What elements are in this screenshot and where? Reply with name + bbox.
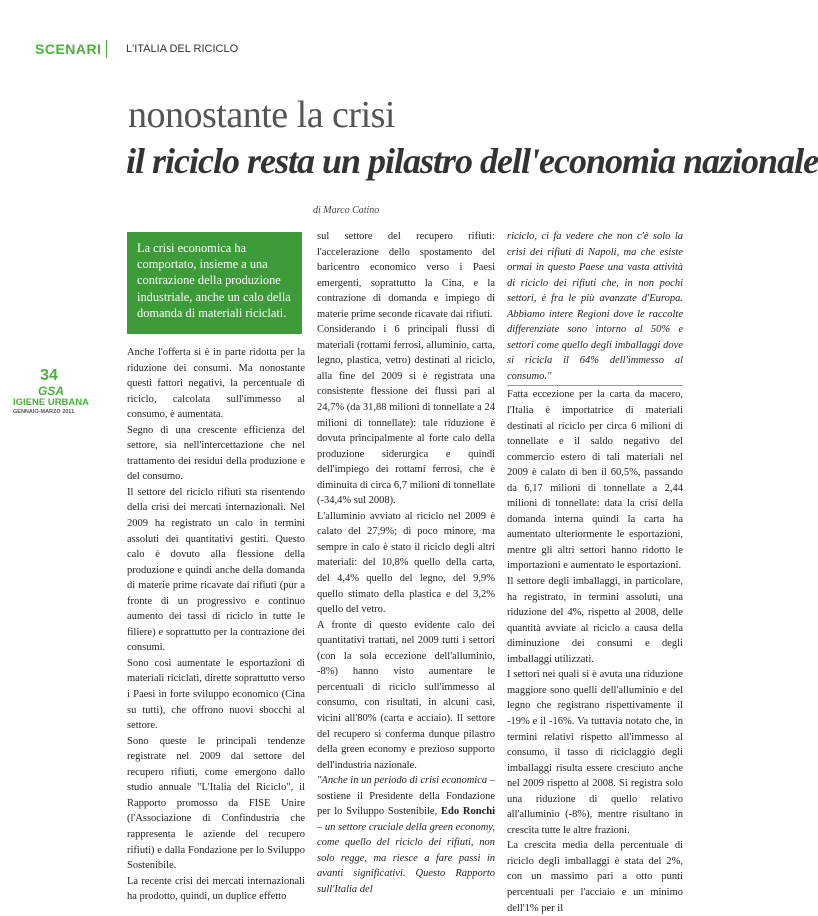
paragraph: sul settore del recupero rifiuti: l'accelerazione dello spostamento del baricentro economico verso i Paesi emergenti, soprattutto la Cina, e la contrazione di domanda e impiego di materie prime seconde ricavate dai rifiuti.	[317, 231, 495, 320]
paragraph: Il settore del riciclo rifiuti sta risentendo della crisi dei mercati internazionali. Nel 2009 ha registrato un calo in termini assoluti dei quantitativi gestiti. Questo calo è dovuto alla flessione della produzione e quindi anche della domanda di materie prime ricavate dai rifiuti (pur a fronte di un progressivo e continuo aumento dei tassi di riciclo in tutte le filiere) e soprattutto per la contrazione dei consumi.	[127, 486, 305, 654]
article-column-2	[317, 229, 495, 898]
quote-text: "Anche in un periodo di crisi economica	[317, 775, 488, 787]
paragraph: Il settore degli imballaggi, in particolare, ha registrato, in termini assoluti, una riduzione del 4%, rispetto al 2008, delle quantità avviate al riciclo a causa della diminuzione dei consumi e degli imballaggi utilizzati.	[507, 576, 683, 665]
section-subtitle: L'ITALIA DEL RICICLO	[126, 43, 239, 55]
quote-continuation: riciclo, ci fa vedere che non c'è solo la crisi dei rifiuti di Napoli, ma che esiste ormai in questo Paese una vasta attività di riciclo dei rifiuti che, in non pochi settori, è fra le più avanzate d'Europa. Abbiamo intere Regioni dove le raccolte differenziate sono intorno al 50% e settori come quello degli imballaggi dove si ricicla il 64% dell'immesso al consumo."	[507, 231, 683, 382]
header-divider	[106, 40, 107, 58]
paragraph: Anche l'offerta si è in parte ridotta per la riduzione dei consumi. Ma nonostante questi fattori negativi, la percentuale di riciclo, calcolata sull'immesso al consumo, è aumentata.	[127, 347, 305, 421]
quote-paragraph	[317, 773, 495, 897]
article-column-3	[507, 229, 683, 916]
paragraph: Fatta eccezione per la carta da macero, l'Italia è importatrice di materiali destinati al riciclo per circa 6 milioni di tonnellate e il saldo negativo del commercio estero di tali materiali nel 2009 è calato di ben il 60,5%, passando da 6,17 milioni di tonnellate a 2,44 milioni di tonnellate: data la crisi della domanda interna quindi la carta ha aumentato ulteriormente le esportazioni, mentre gli altri settori hanno ridotto le importazioni e aumentato le esportazioni.	[507, 389, 683, 572]
section-label: SCENARI	[35, 41, 102, 57]
article-title-line1: nonostante la crisi	[128, 94, 395, 136]
paragraph: La crescita media della percentuale di riciclo degli imballaggi è stata del 2%, con un massimo pari a otto punti percentuali per l'acciaio e un minimo dell'1% per il	[507, 840, 683, 914]
paragraph: L'alluminio avviato al riciclo nel 2009 è calato del 27,9%; di poco minore, ma sempre in calo è stato il riciclo degli altri materiali: del 10,8% quello della carta, del 4,4% quello del legno, del 9,9% quello stimato della plastica e del 3,2% quello del vetro.	[317, 510, 495, 616]
quote-attribution: – sostiene il Presidente della Fondazione per lo Sviluppo Sostenibile,	[317, 775, 495, 818]
person-name: Edo Ronchi	[441, 806, 496, 818]
magazine-logo: GSA	[37, 384, 64, 398]
paragraph: Segno di una crescente efficienza del settore, sia nell'intercettazione che nel trattamento dei residui della produzione e del consumo.	[127, 424, 305, 483]
paragraph: Considerando i 6 principali flussi di materiali (rottami ferrosi, alluminio, carta, legno, plastica, vetro) destinati al riciclo, alla fine del 2009 si è registrata una consistente flessione dei flussi pari al 24,7% (da 31,88 milioni di tonnellate a 24 milioni di tonnellate): tale riduzione è dovuta principalmente al forte calo della produzione siderurgica e quindi dell'impiego dei rottami ferrosi, che è diminuita di circa 6,7 milioni di tonnellate (-34,4% sul 2008).	[317, 324, 495, 507]
pull-quote: La crisi economica ha comportato, insieme a una contrazione della produzione industriale, anche un calo della domanda di materiali riciclati.	[127, 232, 302, 334]
divider	[507, 385, 683, 386]
paragraph: A fronte di questo evidente calo dei quantitativi trattati, nel 2009 tutti i settori (con la sola eccezione dell'alluminio, -8%) hanno visto aumentare le percentuali di riciclo sull'immesso al consumo, con risultati, in alcuni casi, vicini all'80% (carta e acciaio). Il settore del recupero si conferma dunque pilastro della green economy e prezioso supporto dell'industria nazionale.	[317, 619, 495, 771]
paragraph: La recente crisi dei mercati internazionali ha prodotto, quindi, un duplice effetto	[127, 875, 305, 903]
article-title-line2: il riciclo resta un pilastro dell'economia nazionale	[126, 141, 818, 181]
issue-date: GENNAIO-MARZO 2011	[13, 409, 75, 415]
quote-text: – un settore cruciale della green economy, come quello del riciclo dei rifiuti, non solo regge, ma riesce a fare passi in avanti significativi. Questo Rapporto sull'Italia del	[317, 821, 495, 895]
magazine-name: IGIENE URBANA	[13, 397, 90, 408]
paragraph: Sono queste le principali tendenze registrate nel 2009 dal settore del recupero rifiuti, come emergono dallo studio annuale "L'Italia del Riciclo", il Rapporto promosso da FISE Unire (l'Associazione di Confindustria che rappresenta le aziende del recupero rifiuti) e dalla Fondazione per lo Sviluppo Sostenibile.	[127, 735, 305, 872]
page-number: 34	[40, 367, 58, 384]
article-column-1	[127, 345, 305, 905]
paragraph: Sono così aumentate le esportazioni di materiali riciclati, dirette soprattutto verso i Paesi in forte sviluppo economico (Cina su tutti), che offrono nuovi sbocchi al settore.	[127, 657, 305, 732]
byline: di Marco Catino	[313, 205, 380, 216]
paragraph: I settori nei quali si è avuta una riduzione maggiore sono quelli dell'alluminio e del legno che registrano rispettivamente il -19% e il -16%. Va tuttavia notato che, in termini relativi rispetto all'immesso al consumo, il tasso di riciclaggio degli imballaggi risulta essere cresciuto anche nel 2009 rispetto al 2008. Si registra solo una riduzione di quello relativo all'alluminio (-8%), mentre risultano in crescita tutte le altre frazioni.	[507, 669, 683, 836]
